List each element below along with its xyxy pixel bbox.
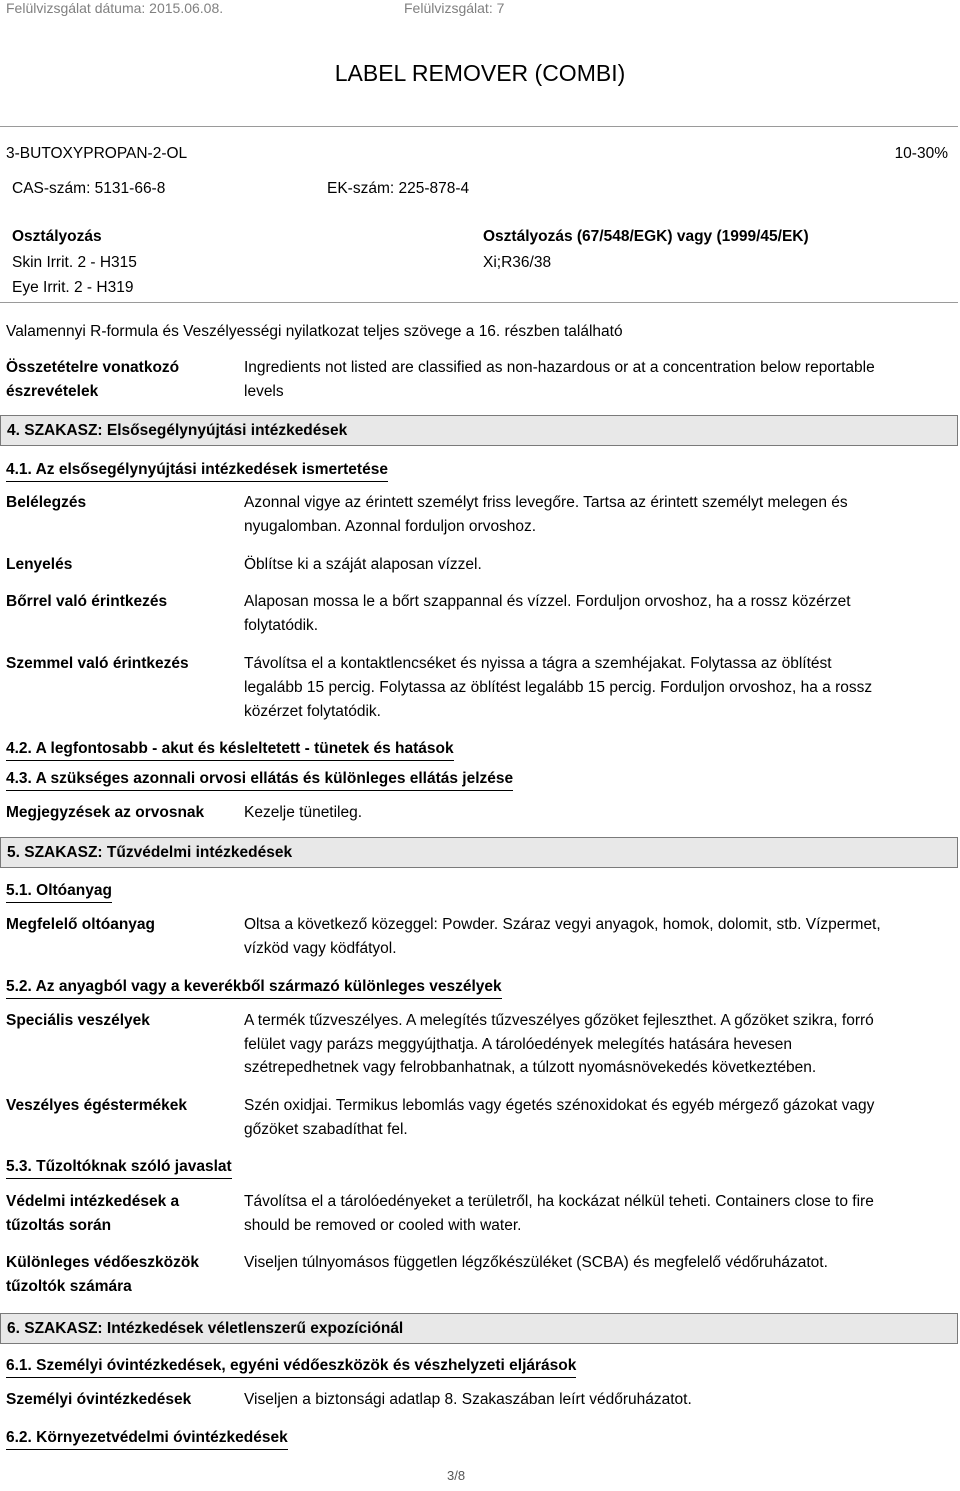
special-hazards-text-2: felület vagy parázs meggyújthatja. A tárolóedények melegítés hatására hevesen — [244, 1036, 793, 1053]
inhalation-text: Azonnal vigye az érintett személyt friss levegőre. Tartsa az érintett személyt melegen és — [244, 494, 848, 511]
classification-eye: Eye Irrit. 2 - H319 — [12, 279, 134, 296]
subsection-6-2: 6.2. Környezetvédelmi óvintézkedések — [6, 1429, 288, 1450]
ingestion-label: Lenyelés — [6, 556, 73, 573]
extinguishing-media-label: Megfelelő oltóanyag — [6, 916, 155, 933]
composition-notes-label-2: észrevételek — [6, 383, 99, 400]
section-6-title: 6. SZAKASZ: Intézkedések véletlenszerű expozíciónál — [7, 1320, 404, 1337]
protective-actions-label: Védelmi intézkedések a — [6, 1193, 180, 1210]
combustion-products-label: Veszélyes égéstermékek — [6, 1097, 187, 1114]
protective-actions-text: Távolítsa el a tárolóedényeket a területről, ha kockázat nélkül teheti. Containers close to fire — [244, 1193, 874, 1210]
section-6-header — [0, 1313, 958, 1344]
ingestion-text: Öblítse ki a száját alaposan vízzel. — [244, 556, 482, 573]
revision-number: Felülvizsgálat: 7 — [404, 0, 505, 16]
special-hazards-label: Speciális veszélyek — [6, 1012, 150, 1029]
combustion-products-text-2: gőzöket szabadíthat fel. — [244, 1121, 408, 1138]
doctor-notes-text: Kezelje tünetileg. — [244, 804, 363, 821]
doctor-notes-label: Megjegyzések az orvosnak — [6, 804, 205, 821]
ec-number: EK-szám: 225-878-4 — [327, 180, 470, 197]
eye-contact-text: Távolítsa el a kontaktlencséket és nyissa a tágra a szemhéjakat. Folytassa az öblítést — [244, 655, 832, 672]
composition-notes-text: Ingredients not listed are classified as non-hazardous or at a concentration below reportable — [244, 359, 875, 376]
inhalation-label: Belélegzés — [6, 494, 87, 511]
protective-equipment-label: Különleges védőeszközök — [6, 1254, 199, 1271]
section-4-title: 4. SZAKASZ: Elsősegélynyújtási intézkedések — [7, 422, 348, 439]
cas-number: CAS-szám: 5131-66-8 — [12, 180, 166, 197]
protective-equipment-label-2: tűzoltók számára — [6, 1278, 132, 1295]
substance-percent: 10-30% — [894, 145, 948, 162]
special-hazards-text: A termék tűzveszélyes. A melegítés tűzveszélyes gőzöket fejleszthet. A gőzöket szikra, forró — [244, 1012, 874, 1029]
protective-actions-text-2: should be removed or cooled with water. — [244, 1217, 522, 1234]
special-hazards-text-3: szétrepedhetnek vagy felrobbanhatnak, a túlzott nyomásnövekedés következtében. — [244, 1059, 817, 1076]
subsection-6-1: 6.1. Személyi óvintézkedések, egyéni védőeszközök és vészhelyzeti eljárások — [6, 1357, 576, 1378]
skin-contact-text: Alaposan mossa le a bőrt szappannal és vízzel. Forduljon orvoshoz, ha a rossz közérzet — [244, 593, 851, 610]
section-4-header — [0, 415, 958, 446]
eye-contact-text-3: közérzet folytatódik. — [244, 703, 381, 720]
personal-precautions-text: Viseljen a biztonsági adatlap 8. Szakaszában leírt védőruházatot. — [244, 1391, 692, 1408]
extinguishing-media-text-2: vízköd vagy ködfátyol. — [244, 940, 397, 957]
section-5-title: 5. SZAKASZ: Tűzvédelmi intézkedések — [7, 844, 293, 861]
subsection-5-1: 5.1. Oltóanyag — [6, 882, 112, 903]
combustion-products-text: Szén oxidjai. Termikus lebomlás vagy égetés szénoxidokat és egyéb mérgező gázokat vagy — [244, 1097, 875, 1114]
composition-notes-label: Összetételre vonatkozó — [6, 359, 180, 376]
inhalation-text-2: nyugalomban. Azonnal forduljon orvoshoz. — [244, 518, 537, 535]
page-number: 3/8 — [447, 1468, 466, 1483]
subsection-5-2: 5.2. Az anyagból vagy a keverékből származó különleges veszélyek — [6, 978, 502, 999]
protective-equipment-text: Viseljen túlnyomásos független légzőkészüléket (SCBA) és megfelelő védőruházatot. — [244, 1254, 828, 1271]
subsection-4-2: 4.2. A legfontosabb - akut és késleltetett - tünetek és hatások — [6, 740, 454, 761]
subsection-4-1: 4.1. Az elsősegélynyújtási intézkedések ismertetése — [6, 461, 388, 482]
skin-contact-text-2: folytatódik. — [244, 617, 319, 634]
classification-label: Osztályozás — [12, 228, 102, 245]
skin-contact-label: Bőrrel való érintkezés — [6, 593, 168, 610]
review-date: Felülvizsgálat dátuma: 2015.06.08. — [6, 0, 224, 16]
subsection-5-3: 5.3. Tűzoltóknak szóló javaslat — [6, 1158, 232, 1179]
classification-old-value: Xi;R36/38 — [483, 254, 552, 271]
personal-precautions-label: Személyi óvintézkedések — [6, 1391, 192, 1408]
r-phrase-note: Valamennyi R-formula és Veszélyességi nyilatkozat teljes szövege a 16. részben található — [6, 323, 623, 340]
extinguishing-media-text: Oltsa a következő közeggel: Powder. Száraz vegyi anyagok, homok, dolomit, stb. Vízpermet, — [244, 916, 881, 933]
subsection-4-3: 4.3. A szükséges azonnali orvosi ellátás és különleges ellátás jelzése — [6, 770, 513, 791]
section-5-header — [0, 837, 958, 868]
composition-notes-text-2: levels — [244, 383, 284, 400]
classification-old-label: Osztályozás (67/548/EGK) vagy (1999/45/EK) — [483, 228, 809, 245]
classification-skin: Skin Irrit. 2 - H315 — [12, 254, 137, 271]
eye-contact-label: Szemmel való érintkezés — [6, 655, 189, 672]
document-title: LABEL REMOVER (COMBI) — [334, 60, 626, 86]
protective-actions-label-2: tűzoltás során — [6, 1217, 112, 1234]
substance-name: 3-BUTOXYPROPAN-2-OL — [6, 145, 188, 162]
eye-contact-text-2: legalább 15 percig. Folytassa az öblítést legalább 15 percig. Forduljon orvoshoz, ha a rossz — [244, 679, 873, 696]
